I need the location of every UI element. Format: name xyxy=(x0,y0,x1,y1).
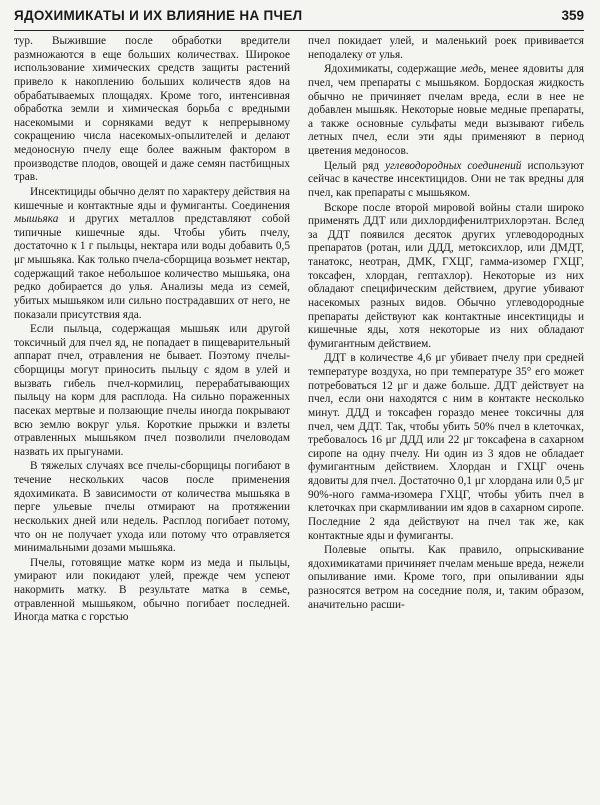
paragraph-text: , менее ядовиты для пчел, чем препараты с мышьяком. Бордоская жидкость обычно не причиняет пчелам вреда, если в нее не добавлен мышьяк. Некоторые новые медные препараты, а также основные сульфаты меди вызывают гибель летных пчел, если эти яды применяют в период цветения медоносов. xyxy=(308,63,584,157)
paragraph: пчел покидает улей, и маленький роек прививается неподалеку от улья. xyxy=(308,35,584,61)
paragraph xyxy=(308,63,584,158)
emphasis-term: мышьяка xyxy=(14,213,59,226)
paragraph-text: Инсектициды обычно делят по характеру действия на кишечные и контактные яды и фумиганты. Соединения xyxy=(14,185,290,212)
page-header xyxy=(14,8,584,31)
page-number: 359 xyxy=(561,8,584,23)
emphasis-term: медь xyxy=(460,63,484,76)
paragraph: Вскоре после второй мировой войны стали широко применять ДДТ или дихлордифенилтрихлорэтан. Вслед за ДДТ появился десяток других углеводородных препаратов (ротан, или ДДД, метоксихлор, или ДМДТ, танатокс, неотран, ДМК, ГХЦГ, гамма-изомер ГХЦГ, токсафен, хлордан, гептахлор). Некоторые из них обладают специфическим действием, другие убивают насекомых разных видов. Обычно углеводородные препараты действуют как контактные инсектициды и кишечные яды, хотя некоторые из них обладают фумигантным действием. xyxy=(308,201,584,350)
right-column xyxy=(308,35,584,805)
running-head: ЯДОХИМИКАТЫ И ИХ ВЛИЯНИЕ НА ПЧЕЛ xyxy=(14,8,303,23)
paragraph: Пчелы, готовящие матке корм из меда и пыльцы, умирают или покидают улей, прежде чем успеют накормить матку. В результате матка в семье, отравленной мышьяком, обычно погибает последней. Иногда матка с горстью xyxy=(14,556,290,624)
text-columns xyxy=(14,35,584,805)
paragraph: Если пыльца, содержащая мышьяк или другой токсичный для пчел яд, не попадает в пищеварительный аппарат пчел, отравления не бывает. Поэтому пчелы-сборщицы могут приносить пыльцу с ядом в улей и вызвать гибель пчел-кормилиц, перерабатывающих пыльцу на корм для расплода. На сильно пораженных пасеках мертвые и ползающие пчелы иногда покрывают всю землю вокруг улья. Короткие прыжки и взлеты отравленных мышьяком пчел позволили пчеловодам назвать их прыгунами. xyxy=(14,323,290,458)
paragraph: В тяжелых случаях все пчелы-сборщицы погибают в течение нескольких часов после применения ядохимиката. В зависимости от количества мышьяка в перге ульевые пчелы отмирают на протяжении нескольких дней или недель. Расплод погибает потому, что он не получает ухода или потому что отравляется минимальными дозами мышьяка. xyxy=(14,460,290,555)
paragraph-text: Целый ряд xyxy=(324,159,386,172)
paragraph-text: используют сейчас в качестве инсектицидов. Они не так вредны для пчел, как препараты с мышьяком. xyxy=(308,159,584,199)
paragraph xyxy=(14,186,290,322)
paragraph-text: и других металлов представляют собой типичные кишечные яды. Чтобы убить пчелу, достаточно к 1 г пыльцы, нектара или воды добавить 0,5 μг мышьяка. Как только пчела-сборщица возьмет нектар, содержащий такое небольшое количество мышьяка, она редко добирается до улья. Анализы меда из семей, убитых мышьяком или сильно пострадавших от него, не показали присутствия яда. xyxy=(14,213,290,321)
emphasis-term: углеводородных соединений xyxy=(385,159,522,172)
paragraph: Полевые опыты. Как правило, опрыскивание ядохимикатами причиняет пчелам меньше вреда, нежели опыливание ими. Кроме того, при опыливании яды разносятся ветром на соседние поля, и, таким образом, аначительно расши- xyxy=(308,544,584,611)
paragraph: тур. Выжившие после обработки вредители размножаются в еще больших количествах. Широкое использование химических средств защиты растений привело к накоплению больших количеств ядов на обрабатываемых площадях. Кроме того, интенсивная обработка земли и химическая борьба с вредными насекомыми и сорняками ведут к непрерывному сокращению числа насекомых-опылителей и делают медоносную пчелу еще более важным фактором в производстве плодов, овощей и даже семян пастбищных трав. xyxy=(14,35,290,184)
paragraph xyxy=(308,160,584,201)
left-column xyxy=(14,35,290,805)
paragraph: ДДТ в количестве 4,6 μг убивает пчелу при средней температуре воздуха, но при температуре 35° его может потребоваться 12 μг и даже больше. ДДТ действует на пчел, если они находятся с ним в контакте несколько минут. ДДД и токсафен гораздо менее токсичны для пчел, чем ДДТ. Так, чтобы убить 50% пчел в клеточках, требовалось 16 μг ДДД или 22 μг токсафена в сахарном сиропе на одну пчелу. Ни один из 3 ядов не обладает фумигантным действием. Хлордан и ГХЦГ очень ядовиты для пчел. Достаточно 0,1 μг хлордана или 0,5 μг 90%-ного гамма-изомера ГХЦГ, чтобы убить пчел в клеточках при скармливании им ядов в сахарном сиропе. Последние 2 яда действуют на пчел так же, как контактные яды и фумиганты. xyxy=(308,352,584,542)
paragraph-text: Ядохимикаты, содержащие xyxy=(324,63,461,76)
